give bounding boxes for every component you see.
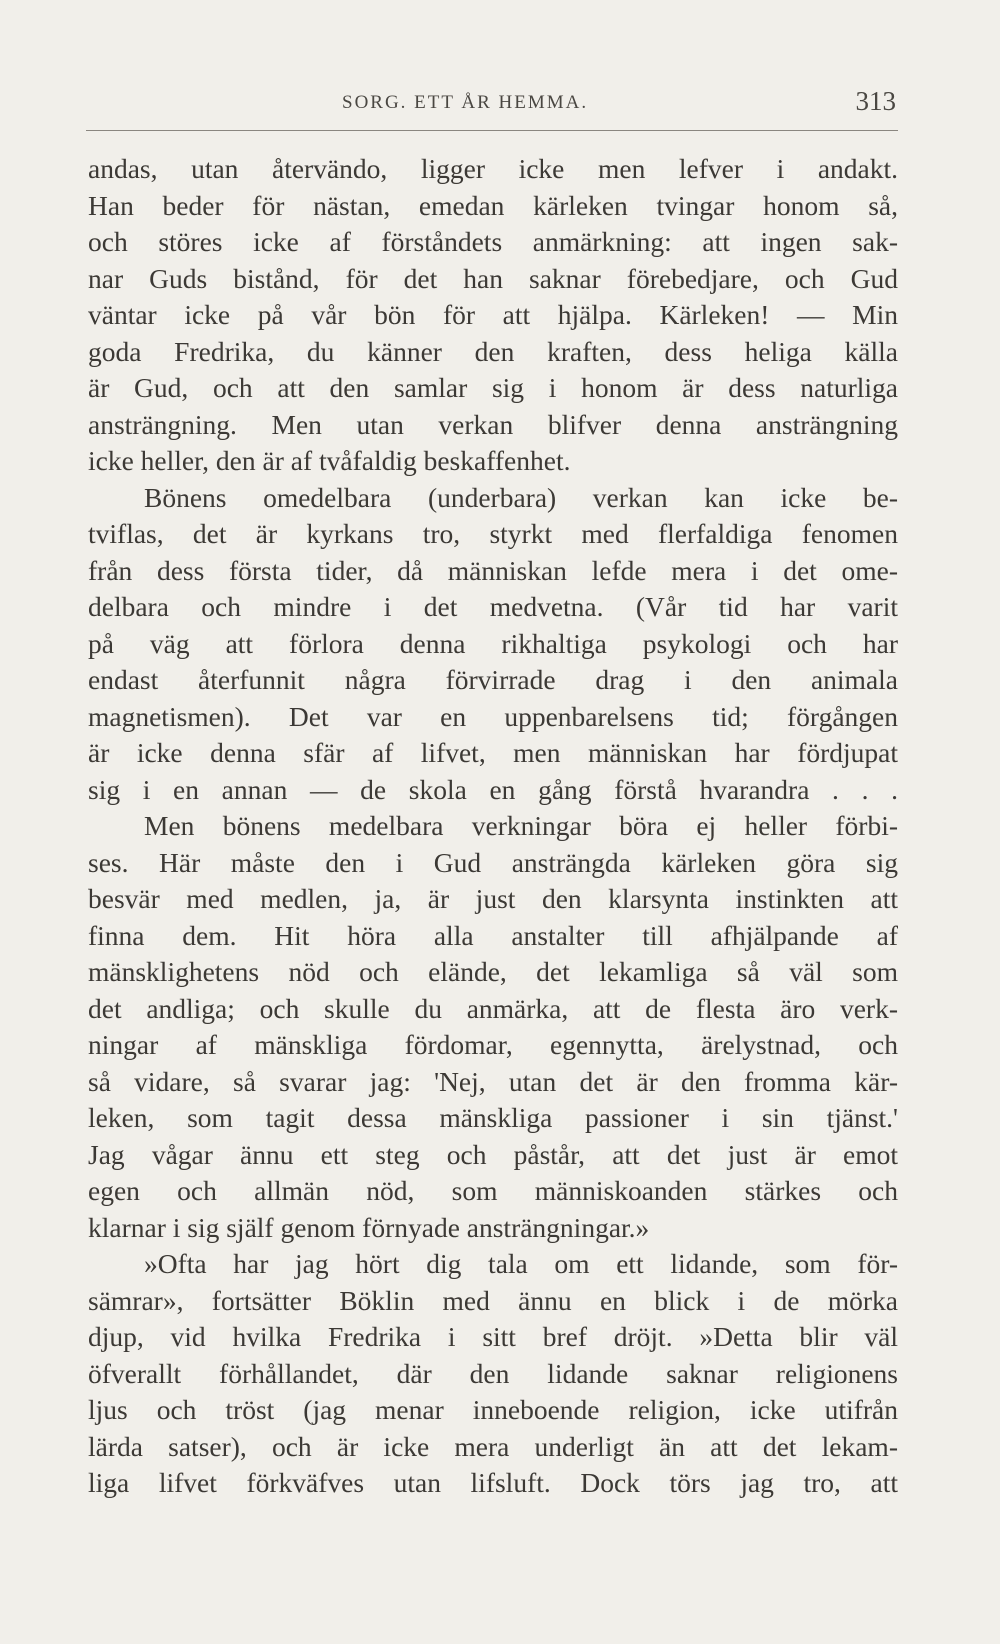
text-line: öfverallt förhållandet, där den lidande saknar religionens (88, 1357, 898, 1389)
text-line: så vidare, så svarar jag: 'Nej, utan det är den fromma kär- (88, 1065, 898, 1097)
text-line: ljus och tröst (jag menar inneboende religion, icke utifrån (88, 1394, 898, 1425)
text-line: djup, vid hvilka Fredrika i sitt bref dröjt. »Detta blir väl (88, 1321, 898, 1352)
text-line: egen och allmän nöd, som människoanden stärkes och (88, 1175, 898, 1206)
text-line: endast återfunnit några förvirrade drag i den animala (88, 664, 898, 695)
text-line: Jag vågar ännu ett steg och påstår, att det just är emot (88, 1138, 898, 1170)
page-number: 313 (855, 86, 896, 116)
header-rule (86, 130, 898, 131)
text-line: »Ofta har jag hört dig tala om ett lidande, som för- (144, 1248, 898, 1279)
body-text (88, 151, 898, 1502)
text-line: sig i en annan — de skola en gång förstå hvarandra . . . (88, 773, 898, 805)
text-line: Han beder för nästan, emedan kärleken tvingar honom så, (88, 189, 898, 221)
text-line: från dess första tider, då människan lefde mera i det ome- (88, 554, 898, 586)
text-line: Bönens omedelbara (underbara) verkan kan icke be- (144, 481, 898, 513)
text-line: finna dem. Hit höra alla anstalter till afhjälpande af (88, 919, 898, 951)
text-line: tviflas, det är kyrkans tro, styrkt med flerfaldiga fenomen (88, 518, 898, 549)
text-line: goda Fredrika, du känner den kraften, dess heliga källa (88, 335, 898, 367)
text-line: icke heller, den är af tvåfaldig beskaffenhet. (88, 445, 571, 476)
text-line: andas, utan återvändo, ligger icke men lefver i andakt. (88, 153, 898, 184)
text-line: klarnar i sig själf genom förnyade ansträngningar.» (88, 1211, 650, 1243)
text-line: på väg att förlora denna rikhaltiga psykologi och har (88, 627, 898, 659)
text-line: Men bönens medelbara verkningar böra ej heller förbi- (144, 810, 898, 841)
text-line: magnetismen). Det var en uppenbarelsens tid; förgången (88, 700, 898, 732)
running-head-title: SORG. ETT ÅR HEMMA. (342, 92, 589, 113)
text-line: är Gud, och att den samlar sig i honom är dess naturliga (88, 372, 898, 403)
text-line: och störes icke af förståndets anmärkning: att ingen sak- (88, 226, 898, 257)
text-line: ningar af mänskliga fördomar, egennytta, ärelystnad, och (88, 1029, 898, 1060)
text-line: ses. Här måste den i Gud ansträngda kärleken göra sig (88, 846, 898, 878)
running-head (86, 88, 896, 128)
text-line: liga lifvet förkväfves utan lifsluft. Dock törs jag tro, att (88, 1467, 898, 1498)
text-line: leken, som tagit dessa mänskliga passioner i sin tjänst.' (88, 1102, 898, 1133)
text-line: sämrar», fortsätter Böklin med ännu en blick i de mörka (88, 1284, 898, 1316)
text-line: nar Guds bistånd, för det han saknar förebedjare, och Gud (88, 262, 898, 294)
text-line: är icke denna sfär af lifvet, men människan har fördjupat (88, 737, 898, 768)
text-line: ansträngning. Men utan verkan blifver denna ansträngning (88, 408, 898, 440)
text-line: väntar icke på vår bön för att hjälpa. Kärleken! — Min (88, 299, 898, 330)
text-line: det andliga; och skulle du anmärka, att de flesta äro verk- (88, 992, 898, 1024)
text-line: mänsklighetens nöd och elände, det lekamliga så väl som (88, 956, 898, 987)
text-line: besvär med medlen, ja, är just den klarsynta instinkten att (88, 883, 898, 914)
text-line: delbara och mindre i det medvetna. (Vår tid har varit (88, 591, 898, 622)
text-line: lärda satser), och är icke mera underligt än att det lekam- (88, 1430, 898, 1462)
